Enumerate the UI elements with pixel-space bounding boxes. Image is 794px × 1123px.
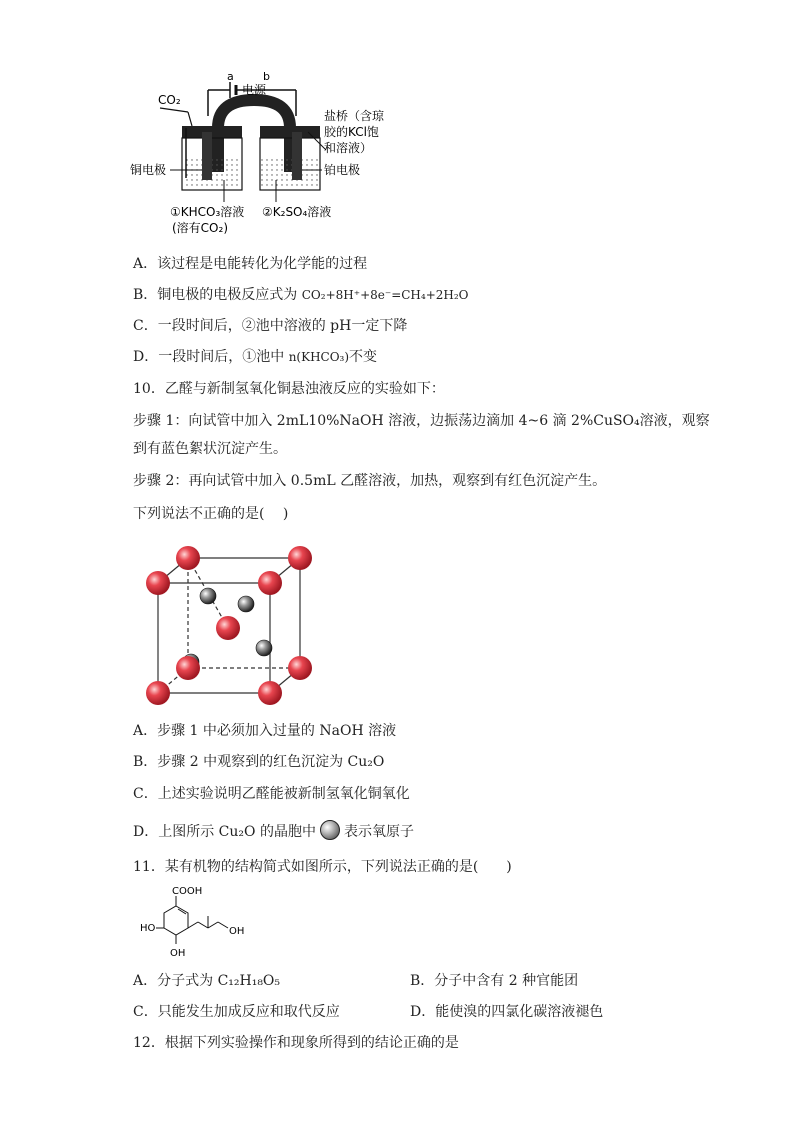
terminal-b-label: b [263, 70, 270, 83]
q11-option-c: C．只能发生加成反应和取代反应 [133, 1004, 340, 1020]
q10-step1-line2: 到有蓝色絮状沉淀产生。 [133, 441, 287, 457]
copper-electrode-label: 铜电极 [130, 163, 167, 177]
co2-label: CO₂ [158, 93, 181, 107]
platinum-electrode-label: 铂电极 [324, 163, 361, 177]
q9-option-b-formula: CO₂+8H⁺+8e⁻=CH₄+2H₂O [301, 288, 469, 302]
solution-2-label: ②K₂SO₄溶液 [262, 205, 332, 219]
q10-option-d [133, 820, 414, 841]
q11-option-d: D．能使溴的四氯化碳溶液褪色 [410, 1004, 604, 1020]
cooh-label: COOH [172, 886, 203, 897]
q9-option-a: A．该过程是电能转化为化学能的过程 [133, 256, 368, 272]
oh-bottom-label: OH [170, 948, 186, 959]
q11-stem: 11．某有机物的结构简式如图所示，下列说法正确的是( ) [133, 859, 512, 875]
q11-option-b: B．分子中含有 2 种官能团 [410, 973, 579, 989]
q12-stem: 12．根据下列实验操作和现象所得到的结论正确的是 [133, 1035, 459, 1051]
q11-option-a [133, 972, 280, 990]
q9-option-b-text: B．铜电极的电极反应式为 [133, 287, 302, 303]
q10-step1-line1: 步骤 1：向试管中加入 2mL10%NaOH 溶液，边振荡边滴加 4~6 滴 2%CuSO₄溶液，观察 [133, 413, 710, 429]
q10-stem: 10．乙醛与新制氢氧化铜悬浊液反应的实验如下： [133, 381, 445, 397]
q10-option-d-text: D．上图所示 Cu₂O 的晶胞中 [133, 824, 316, 840]
q11-option-a-text: A．分子式为 [133, 973, 218, 989]
ho-label: HO [140, 923, 156, 934]
q10-step2: 步骤 2：再向试管中加入 0.5mL 乙醛溶液，加热，观察到有红色沉淀产生。 [133, 473, 607, 489]
power-source-label: 电源 [242, 83, 267, 97]
q10-option-c: C．上述实验说明乙醛能被新制氢氧化铜氧化 [133, 786, 410, 802]
solution-1-note: (溶有CO₂) [172, 221, 228, 235]
q9-option-d-formula: n(KHCO₃) [288, 350, 350, 364]
q9-option-c: C．一段时间后，②池中溶液的 pH一定下降 [133, 318, 408, 334]
q9-option-d [133, 348, 377, 366]
q11-option-a-formula: C₁₂H₁₈O₅ [217, 973, 281, 989]
terminal-a-label: a [227, 70, 234, 83]
q10-option-b: B．步骤 2 中观察到的红色沉淀为 Cu₂O [133, 754, 385, 770]
q10-question: 下列说法不正确的是( ) [133, 506, 289, 522]
solution-1-label: ①KHCO₃溶液 [170, 205, 245, 219]
cu2o-unit-cell-figure [140, 538, 330, 713]
q9-option-b [133, 286, 469, 304]
q10-option-a: A．步骤 1 中必须加入过量的 NaOH 溶液 [133, 723, 397, 739]
q10-option-d-suffix: 表示氧原子 [343, 824, 414, 840]
salt-bridge-label-3: 和溶液） [324, 141, 373, 155]
salt-bridge-label-1: 盐桥（含琼 [324, 109, 385, 123]
oh-right-label: OH [229, 926, 245, 937]
salt-bridge-label-2: 胶的KCl饱 [324, 125, 379, 139]
q9-option-d-text: D．一段时间后，①池中 [133, 349, 289, 365]
oxygen-atom-icon [320, 820, 340, 840]
electrolysis-cell-figure [130, 68, 390, 238]
q9-option-d-suffix: 不变 [349, 349, 378, 365]
organic-structure-figure [138, 884, 258, 964]
